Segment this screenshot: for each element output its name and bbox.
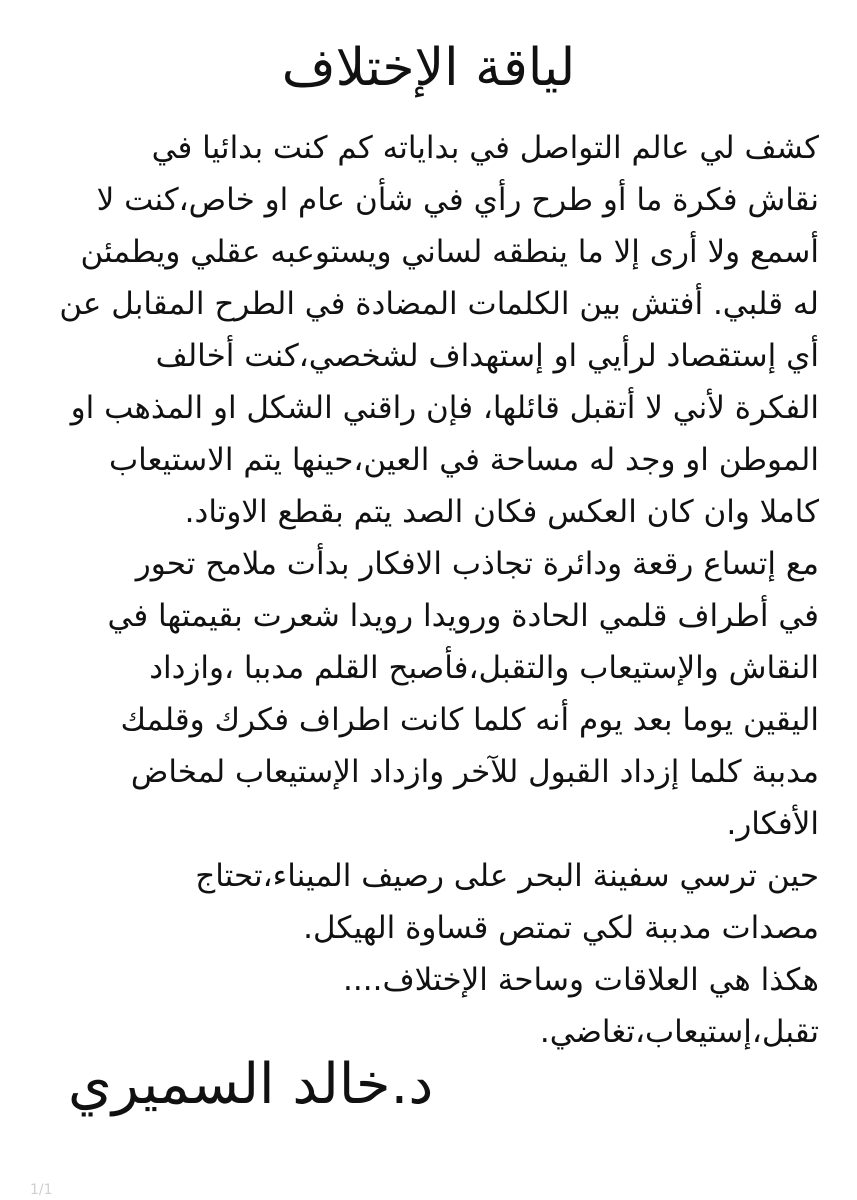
body-line-3: أسمع ولا أرى إلا ما ينطقه لساني ويستوعبه عقلي ويطمئن [80, 234, 819, 270]
page-title: لياقة الإختلاف [281, 38, 576, 98]
body-line-9: مع إتساع رقعة ودائرة تجاذب الافكار بدأت ملامح تحور [135, 546, 819, 582]
body-line-6: الفكرة لأني لا أتقبل قائلها، فإن راقني الشكل او المذهب او [70, 390, 819, 426]
body-line-4: له قلبي. أفتش بين الكلمات المضادة في الطرح المقابل عن [59, 286, 819, 322]
body-line-11: النقاش والإستيعاب والتقبل،فأصبح القلم مدببا ،وازداد [149, 650, 819, 686]
body-line-14: الأفكار. [726, 806, 819, 842]
body-line-7: الموطن او وجد له مساحة في العين،حينها يتم الاستيعاب [108, 442, 819, 478]
body-line-16: مصدات مدببة لكي تمتص قساوة الهيكل. [303, 910, 819, 946]
body-line-13: مدببة كلما إزداد القبول للآخر وازداد الإستيعاب لمخاض [130, 754, 819, 790]
body-line-2: نقاش فكرة ما أو طرح رأي في شأن عام او خاص،كنت لا [96, 182, 819, 218]
body-line-5: أي إستقصاد لرأيي او إستهداف لشخصي،كنت أخالف [155, 338, 819, 374]
body-line-10: في أطراف قلمي الحادة ورويدا رويدا شعرت بقيمتها في [107, 598, 819, 634]
author-signature: د.خالد السميري [68, 1052, 434, 1117]
page-number: 1/1 [30, 1182, 53, 1198]
body-line-15: حين ترسي سفينة البحر على رصيف الميناء،تحتاج [195, 858, 819, 894]
body-line-1: كشف لي عالم التواصل في بداياته كم كنت بدائيا في [151, 130, 819, 166]
body-line-17: هكذا هي العلاقات وساحة الإختلاف.... [343, 962, 819, 998]
body-line-12: اليقين يوما بعد يوم أنه كلما كانت اطراف فكرك وقلمك [120, 702, 819, 738]
body-line-18: تقبل،إستيعاب،تغاضي. [539, 1014, 819, 1050]
body-line-8: كاملا وان كان العكس فكان الصد يتم بقطع الاوتاد. [184, 494, 819, 530]
